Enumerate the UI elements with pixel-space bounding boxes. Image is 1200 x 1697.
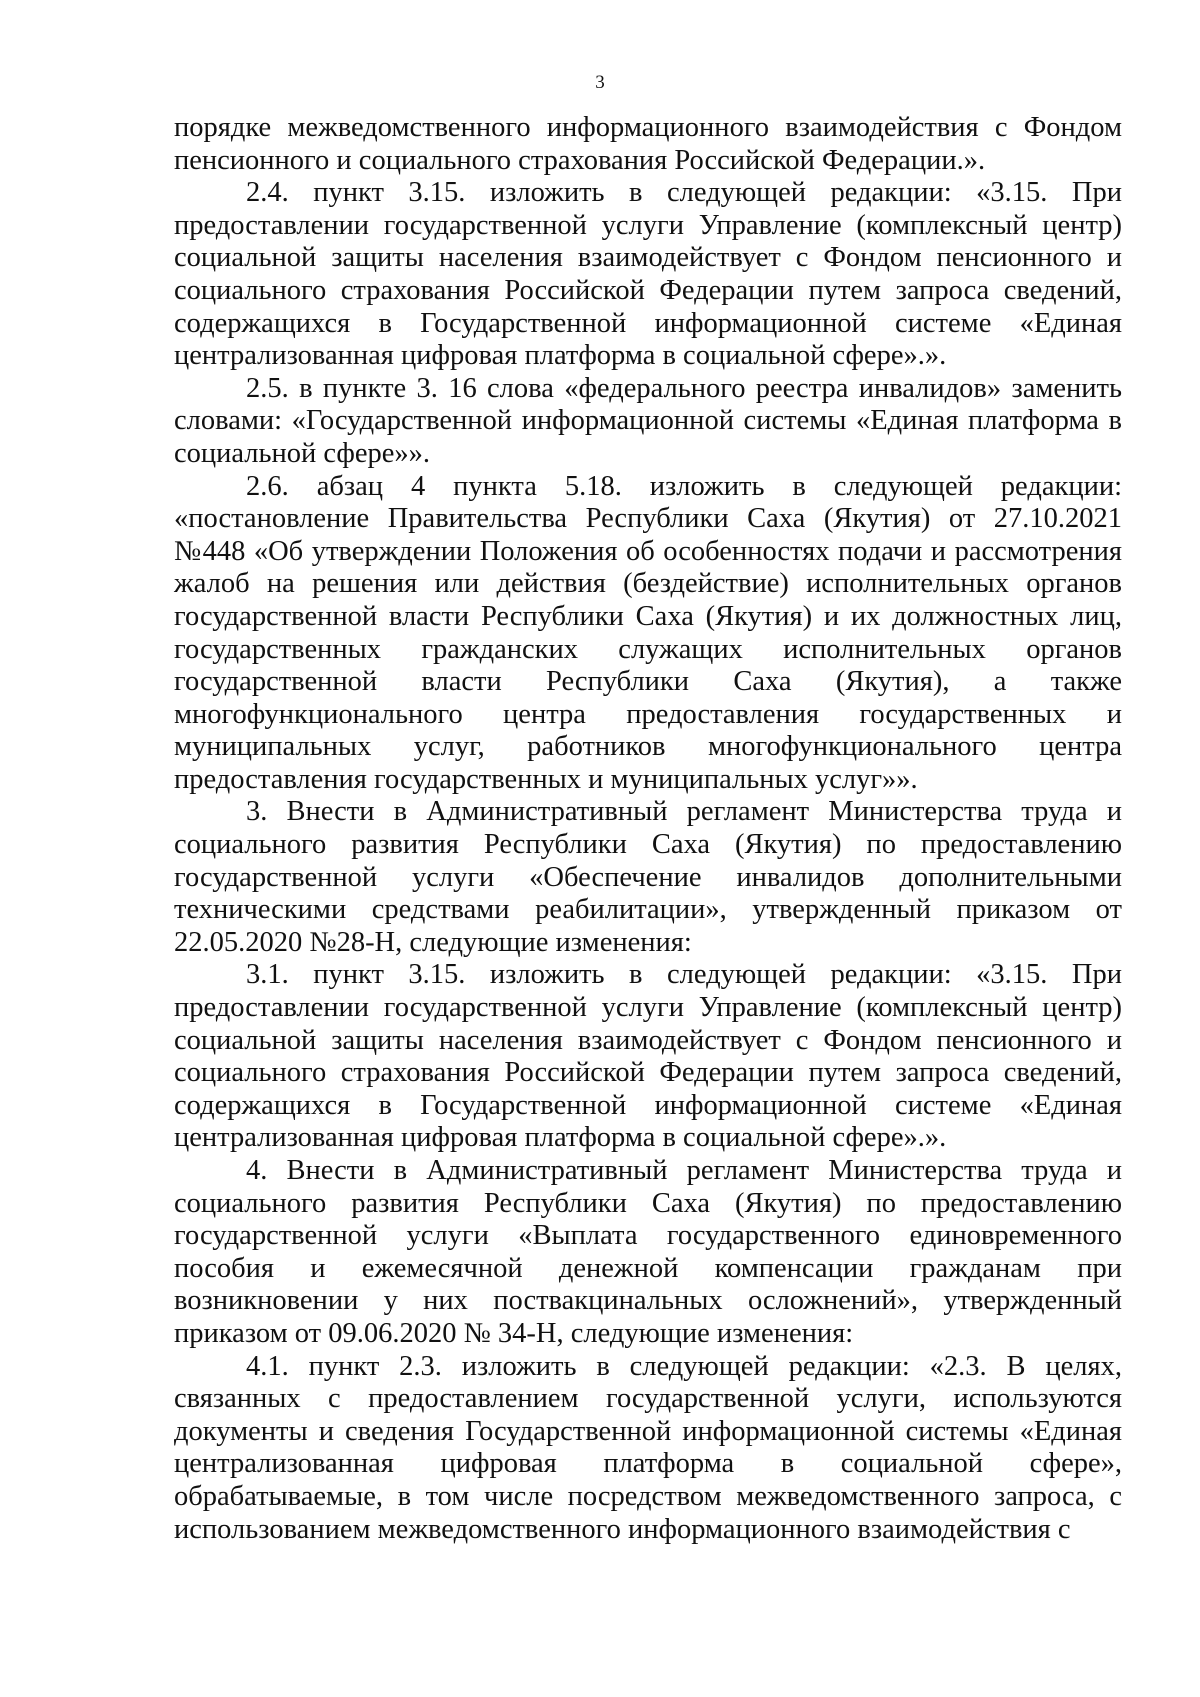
paragraph-2-6: 2.6. абзац 4 пункта 5.18. изложить в следующей редакции: «постановление Правительства Республики Саха (Якутия) от 27.10.2021 №448 «Об утверждении Положения об особенностях подачи и рассмотрения жалоб на решения или действия (бездействие) исполнительных органов государственной власти Республики Саха (Якутия) и их должностных лиц, государственных гражданских служащих исполнительных органов государственной власти Республики Саха (Якутия), а также многофункционального центра предоставления государственных и муниципальных услуг, работников многофункционального центра предоставления государственных и муниципальных услуг»». bbox=[174, 470, 1122, 795]
paragraph-3-1: 3.1. пункт 3.15. изложить в следующей редакции: «3.15. При предоставлении государственной услуги Управление (комплексный центр) социальной защиты населения взаимодействует с Фондом пенсионного и социального страхования Российской Федерации путем запроса сведений, содержащихся в Государственной информационной системе «Единая централизованная цифровая платформа в социальной сфере».». bbox=[174, 959, 1122, 1154]
paragraph-continuation: порядке межведомственного информационного взаимодействия с Фондом пенсионного и социального страхования Российской Федерации.». bbox=[174, 112, 1122, 176]
page-number: 3 bbox=[595, 72, 605, 93]
paragraph-2-5: 2.5. в пункте 3. 16 слова «федерального реестра инвалидов» заменить словами: «Государственной информационной системы «Единая платформа в социальной сфере»». bbox=[174, 372, 1122, 469]
document-body bbox=[174, 112, 1122, 1546]
paragraph-4-1: 4.1. пункт 2.3. изложить в следующей редакции: «2.3. В целях, связанных с предоставлением государственной услуги, используются документы и сведения Государственной информационной системы «Единая централизованная цифровая платформа в социальной сфере», обрабатываемые, в том числе посредством межведомственного запроса, с использованием межведомственного информационного взаимодействия с bbox=[174, 1350, 1122, 1545]
paragraph-4: 4. Внести в Административный регламент Министерства труда и социального развития Республики Саха (Якутия) по предоставлению государственной услуги «Выплата государственного единовременного пособия и ежемесячной денежной компенсации гражданам при возникновении у них поствакцинальных осложнений», утвержденный приказом от 09.06.2020 № 34-Н, следующие изменения: bbox=[174, 1155, 1122, 1349]
paragraph-3: 3. Внести в Административный регламент Министерства труда и социального развития Республики Саха (Якутия) по предоставлению государственной услуги «Обеспечение инвалидов дополнительными техническими средствами реабилитации», утвержденный приказом от 22.05.2020 №28-Н, следующие изменения: bbox=[174, 796, 1122, 958]
paragraph-2-4: 2.4. пункт 3.15. изложить в следующей редакции: «3.15. При предоставлении государственной услуги Управление (комплексный центр) социальной защиты населения взаимодействует с Фондом пенсионного и социального страхования Российской Федерации путем запроса сведений, содержащихся в Государственной информационной системе «Единая централизованная цифровая платформа в социальной сфере».». bbox=[174, 177, 1122, 372]
